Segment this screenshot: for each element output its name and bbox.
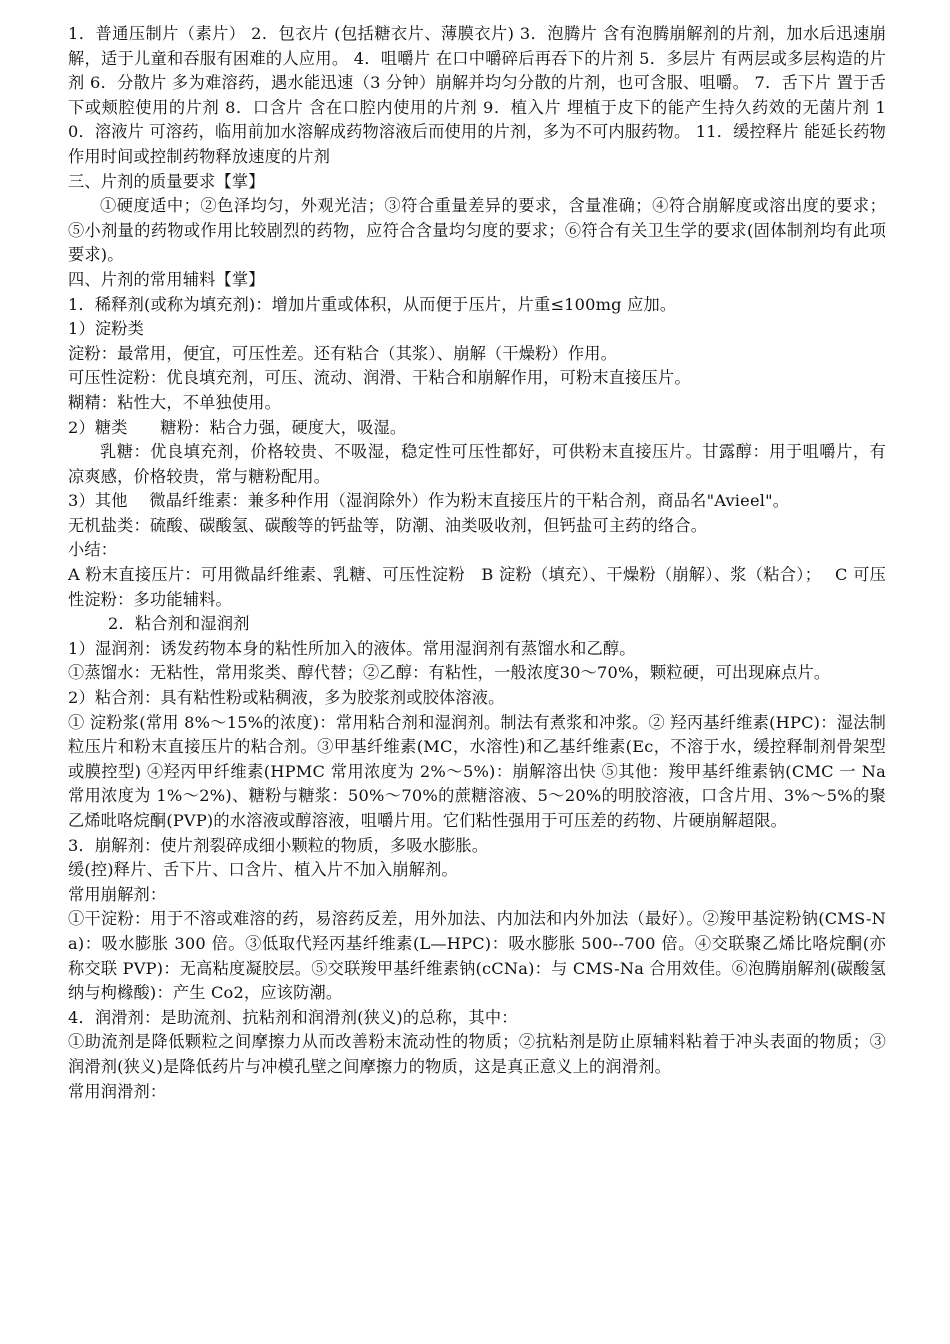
summary-paragraph: A 粉末直接压片：可用微晶纤维素、乳糖、可压性淀粉 B 淀粉（填充）、干燥粉（崩解）、浆（粘合）； C 可压性淀粉：多功能辅料。 [68, 565, 886, 609]
quality-requirements-paragraph: ①硬度适中；②色泽均匀，外观光洁；③符合重量差异的要求，含量准确；④符合崩解度或溶出度的要求；⑤小剂量的药物或作用比较剧烈的药物，应符合含量均匀度的要求；⑥符合有关卫生学的要求(固体制剂均有此项要求)。 [68, 196, 886, 265]
inorganic-salts-paragraph: 无机盐类：硫酸、碳酸氢、碳酸等的钙盐等，防潮、油类吸收剂，但钙盐可主药的络合。 [68, 515, 708, 535]
binder-paragraph: 2）粘合剂：具有粘性粉或粘稠液，多为胶浆剂或胶体溶液。 [68, 688, 505, 708]
disintegrant-paragraph: 3．崩解剂：使片剂裂碎成细小颗粒的物质，多吸水膨胀。 [68, 835, 489, 855]
pregelatinized-starch-paragraph: 可压性淀粉：优良填充剂，可压、流动、润滑、干粘合和崩解作用，可粉末直接压片。 [68, 368, 691, 388]
section-heading-quality: 三、片剂的质量要求【掌】 [68, 171, 265, 191]
other-fillers-paragraph: 3）其他 微晶纤维素：兼多种作用（湿润除外）作为粉末直接压片的干粘合剂，商品名"Avieel"。 [68, 491, 790, 511]
summary-title: 小结： [68, 540, 118, 560]
starch-paragraph: 淀粉：最常用，便宜，可压性差。还有粘合（其浆）、崩解（干燥粉）作用。 [68, 343, 618, 363]
section-heading-excipients: 四、片剂的常用辅料【掌】 [68, 269, 265, 289]
lactose-paragraph: 乳糖：优良填充剂，价格较贵、不吸湿，稳定性可压性都好，可供粉末直接压片。甘露醇：用于咀嚼片，有凉爽感，价格较贵，常与糖粉配用。 [68, 442, 886, 486]
starch-class-heading: 1）淀粉类 [68, 319, 145, 339]
binder-section-heading: 2．粘合剂和湿润剂 [108, 614, 250, 634]
water-ethanol-paragraph: ①蒸馏水：无粘性，常用浆类、醇代替；②乙醇：有粘性，一般浓度30～70%，颗粒硬，可出现麻点片。 [68, 663, 831, 683]
binder-list-paragraph: ① 淀粉浆(常用 8%～15%的浓度)：常用粘合剂和湿润剂。制法有煮浆和冲浆。② 羟丙基纤维素(HPC)：湿法制粒压片和粉末直接压片的粘合剂。③甲基纤维素(MC，水溶性)和乙基纤维素(Ec，不溶于水，缓控释制剂骨架型或膜控型) ④羟丙甲纤维素(HPMC 常用浓度为 2%～5%)：崩解溶出快 ⑤其他：羧甲基纤维素钠(CMC 一 Na 常用浓度为 1%～2%)、糖粉与糖浆：50%～70%的蔗糖溶液、5～20%的明胶溶液，口含片用、3%～5%的聚乙烯吡咯烷酮(PVP)的水溶液或醇溶液，咀嚼片用。它们粘性强用于可压差的药物、片硬崩解超限。 [68, 712, 886, 830]
disintegrant-list-paragraph: ①干淀粉：用于不溶或难溶的药，易溶药反差，用外加法、内加法和内外加法（最好）。②羧甲基淀粉钠(CMS-Na)：吸水膨胀 300 倍。③低取代羟丙基纤维素(L—HPC)：吸水膨胀 500--700 倍。④交联聚乙烯比咯烷酮(亦称交联 PVP)：无高粘度凝胶层。⑤交联羧甲基纤维素钠(cCNa)：与 CMS-Na 合用效佳。⑥泡腾崩解剂(碳酸氢纳与枸橼酸)：产生 Co2，应该防潮。 [68, 909, 886, 1003]
dextrin-paragraph: 糊精：粘性大，不单独使用。 [68, 392, 282, 412]
tablet-types-paragraph: 1．普通压制片（素片） 2．包衣片 (包括糖衣片、薄膜衣片) 3．泡腾片 含有泡腾崩解剂的片剂，加水后迅速崩解，适于儿童和吞服有困难的人应用。 4．咀嚼片 在口中嚼碎后再吞下的片剂 5．多层片 有两层或多层构造的片剂 6．分散片 多为难溶药，遇水能迅速（3 分钟）崩解并均匀分散的片剂，也可含服、咀嚼。 7．舌下片 置于舌下或颊腔使用的片剂 8．口含片 含在口腔内使用的片剂 9．植入片 埋植于皮下的能产生持久药效的无菌片剂 10．溶液片 可溶药，临用前加水溶解成药物溶液后而使用的片剂，多为不可内服药物。 11．缓控释片 能延长药物作用时间或控制药物释放速度的片剂 [68, 24, 886, 166]
lubricant-paragraph: 4．润滑剂：是助流剂、抗粘剂和润滑剂(狭义)的总称，其中： [68, 1007, 518, 1027]
document-page [68, 22, 886, 1104]
diluent-paragraph: 1．稀释剂(或称为填充剂)：增加片重或体积，从而便于压片，片重≤100mg 应加。 [68, 294, 677, 314]
wetting-agent-paragraph: 1）湿润剂：诱发药物本身的粘性所加入的液体。常用湿润剂有蒸馏水和乙醇。 [68, 638, 636, 658]
common-disintegrants-label: 常用崩解剂： [68, 884, 167, 904]
common-lubricants-label: 常用润滑剂： [68, 1081, 167, 1101]
disintegrant-note-paragraph: 缓(控)释片、舌下片、口含片、植入片不加入崩解剂。 [68, 860, 458, 880]
lubricant-list-paragraph: ①助流剂是降低颗粒之间摩擦力从而改善粉末流动性的物质；②抗粘剂是防止原辅料粘着于冲头表面的物质；③润滑剂(狭义)是降低药片与冲模孔壁之间摩擦力的物质，这是真正意义上的润滑剂。 [68, 1032, 886, 1076]
sugar-class-paragraph: 2）糖类 糖粉：粘合力强，硬度大，吸湿。 [68, 417, 407, 437]
